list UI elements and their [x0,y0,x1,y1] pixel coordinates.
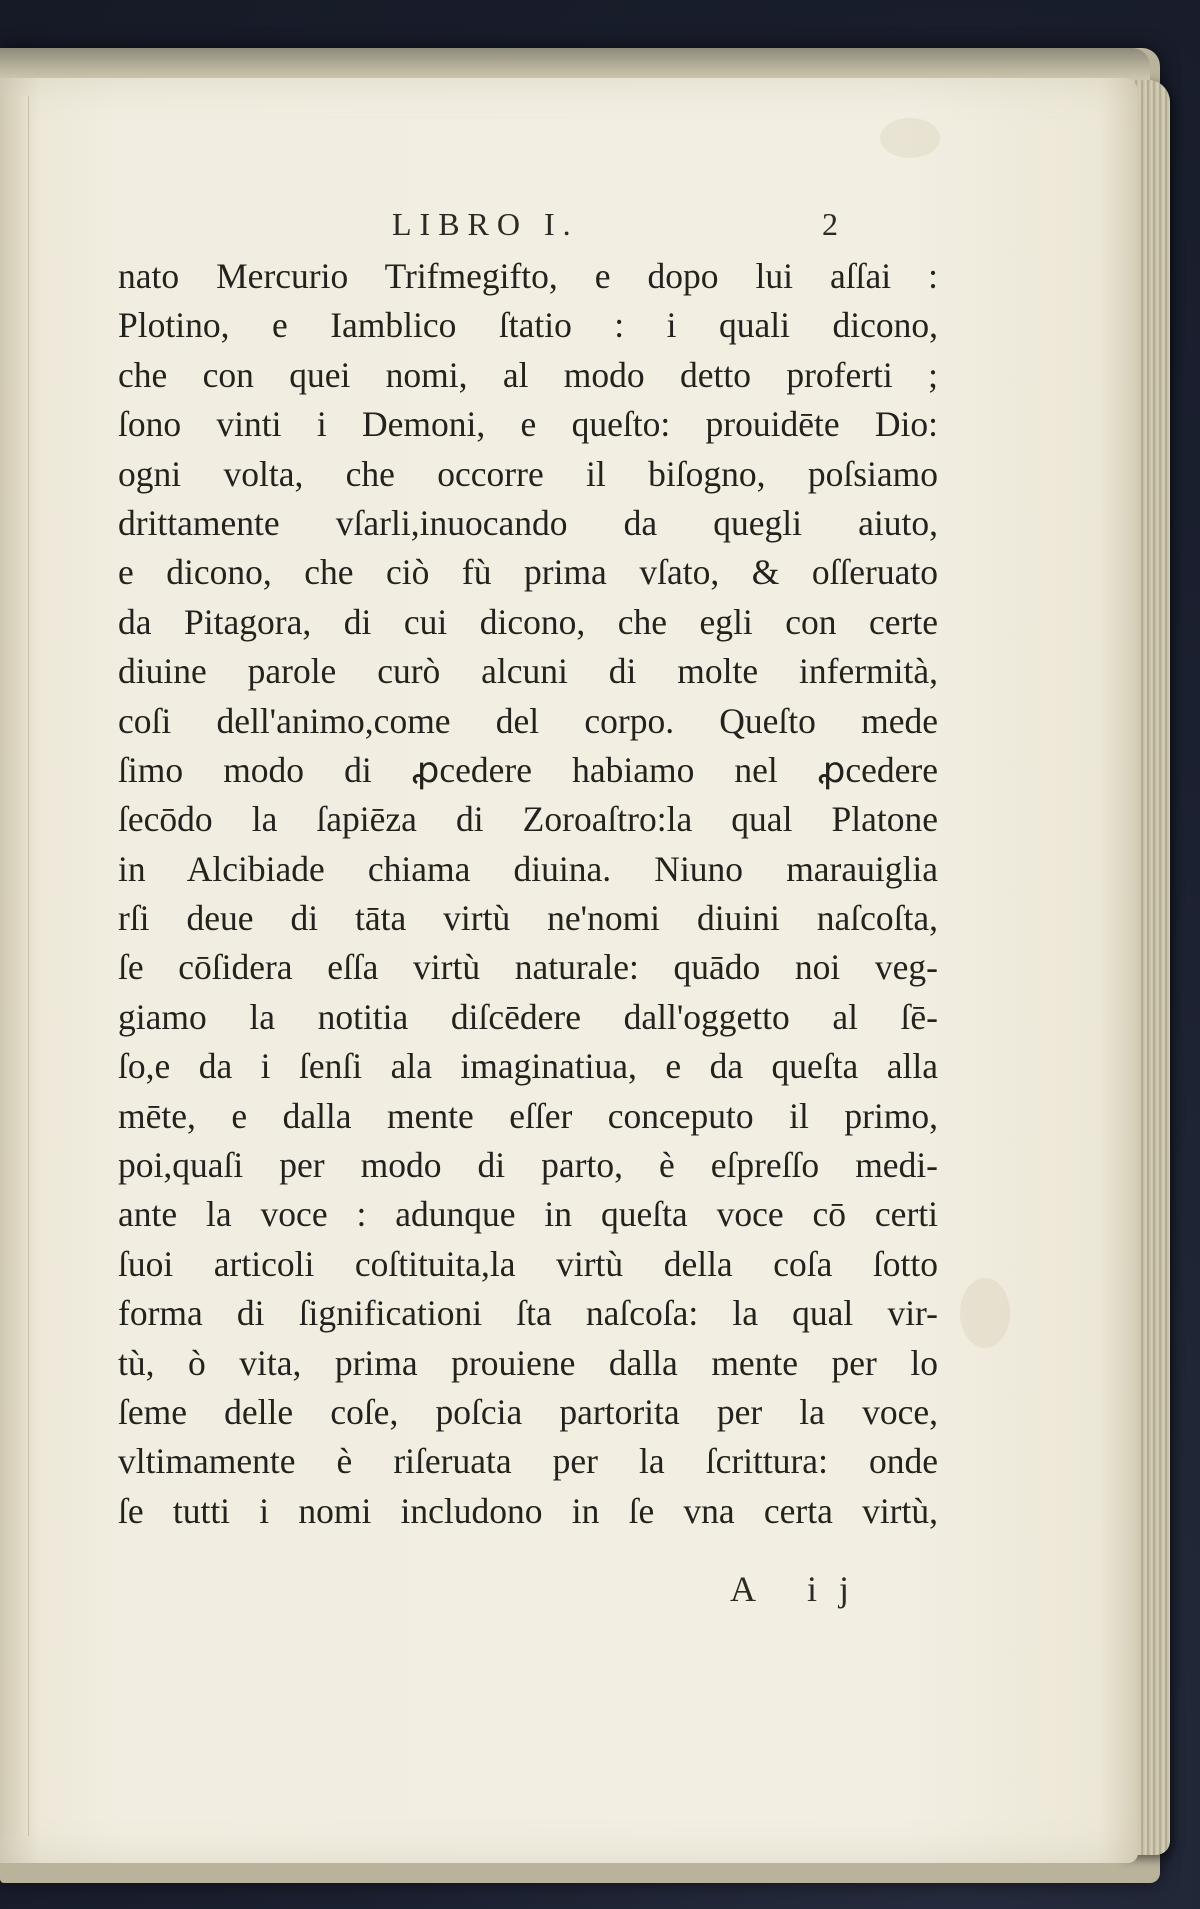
text-line: giamo la notitia diſcēdere dall'oggetto al ſē- [118,996,938,1037]
running-head-title: LIBRO I. [392,206,579,242]
text-line: forma di ſignificationi ſta naſcoſa: la qual vir- [118,1293,938,1334]
page-number: 2 [822,206,838,242]
signature-mark: A ij [730,1569,872,1609]
text-line: vltimamente è riſeruata per la ſcrittura: onde [118,1441,938,1482]
text-line: da Pitagora, di cui dicono, che egli con certe [118,601,938,642]
body-text [118,252,938,1552]
text-line: diuine parole curò alcuni di molte infermità, [118,651,938,692]
text-line: ſimo modo di ꝓcedere habiamo nel ꝓcedere [118,749,938,790]
text-line: ogni volta, che occorre il biſogno, poſsiamo [118,453,938,494]
text-line: che con quei nomi, al modo detto proferti ; [118,354,938,395]
text-line: tù, ò vita, prima prouiene dalla mente per lo [118,1342,938,1383]
text-line: ſono vinti i Demoni, e queſto: prouidēte Dio: [118,404,938,445]
foxing-stain [960,1278,1010,1348]
cover-top-edge [0,48,1150,80]
text-line: mēte, e dalla mente eſſer conceputo il primo, [118,1095,938,1136]
foxing-stain [880,118,940,158]
text-line: ſe cōſidera eſſa virtù naturale: quādo noi veg- [118,947,938,988]
text-line: ſecōdo la ſapiēza di Zoroaſtro:la qual Platone [118,799,938,840]
running-head [392,206,872,246]
page-gutter [0,96,29,1836]
text-line: Plotino, e Iamblico ſtatio : i quali dicono, [118,305,938,346]
text-line: nato Mercurio Trifmegifto, e dopo lui aſſai : [118,256,938,296]
text-line: drittamente vſarli,inuocando da quegli aiuto, [118,502,938,543]
text-line: rſi deue di tāta virtù ne'nomi diuini naſcoſta, [118,898,938,939]
text-line: ſe tutti i nomi includono in ſe vna certa virtù, [118,1490,938,1531]
text-line: ſuoi articoli coſtituita,la virtù della coſa ſotto [118,1243,938,1284]
text-line: ſo,e da i ſenſi ala imaginatiua, e da queſta alla [118,1046,938,1087]
text-line: ante la voce : adunque in queſta voce cō certi [118,1194,938,1235]
text-line: poi,quaſi per modo di parto, è eſpreſſo medi- [118,1145,938,1186]
text-line: coſi dell'animo,come del corpo. Queſto mede [118,700,938,741]
text-line: in Alcibiade chiama diuina. Niuno marauiglia [118,848,938,889]
text-line: e dicono, che ciò fù prima vſato, & oſſeruato [118,552,938,593]
text-line: ſeme delle coſe, poſcia partorita per la voce, [118,1391,938,1432]
